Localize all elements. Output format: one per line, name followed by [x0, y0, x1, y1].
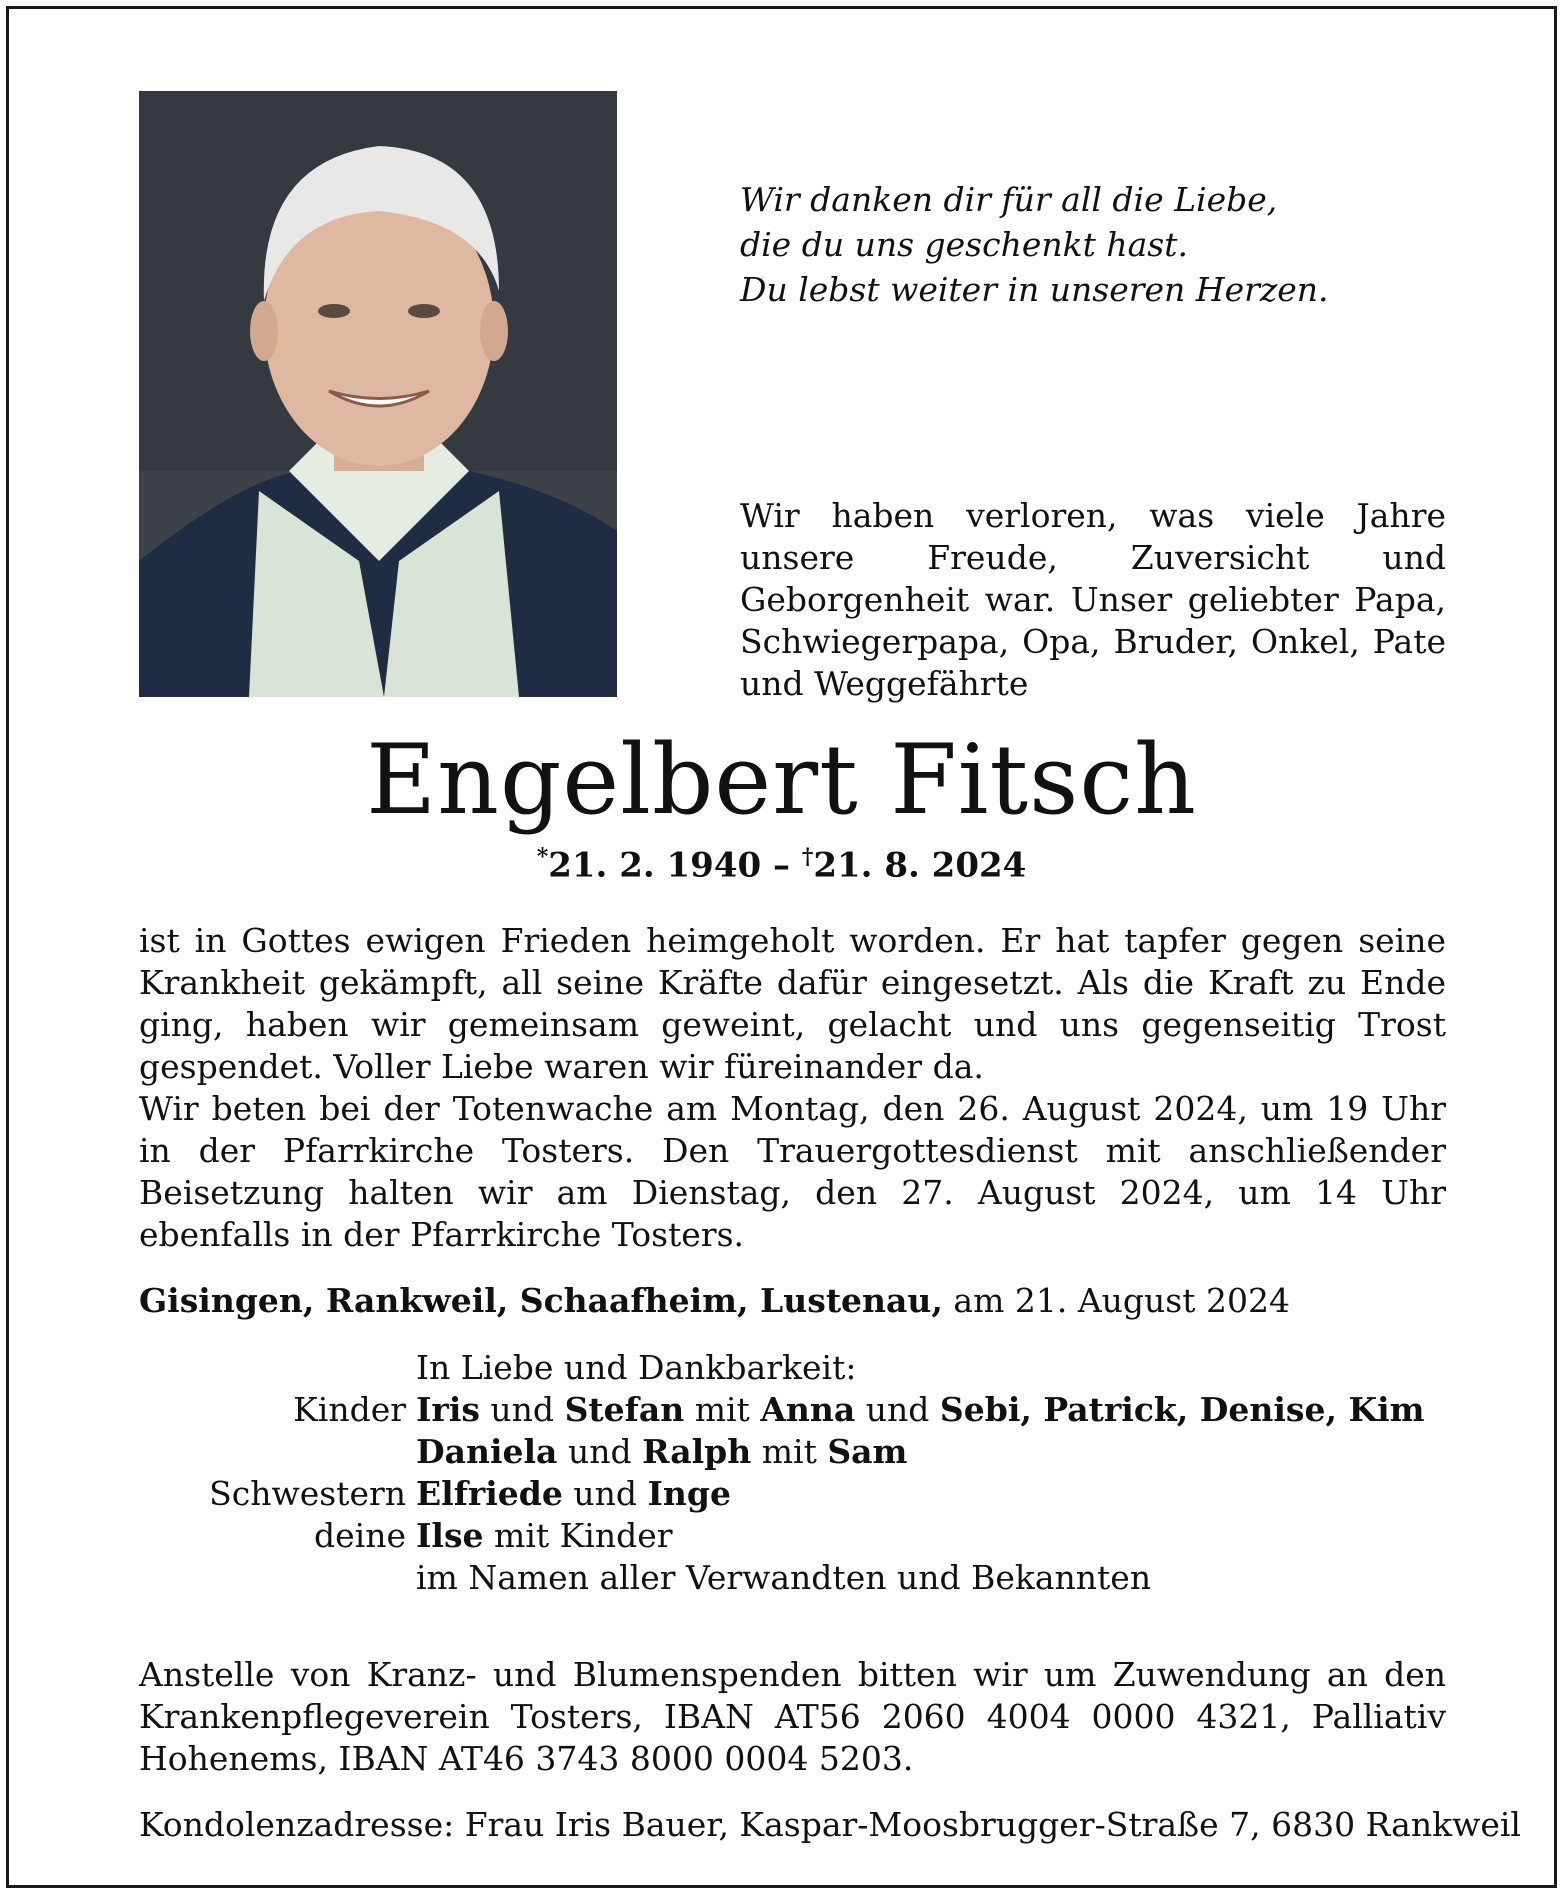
portrait-illustration: [139, 91, 617, 697]
obituary-body: [139, 920, 1446, 1256]
place-towns: Gisingen, Rankweil, Schaafheim, Lustenau,: [139, 1281, 943, 1320]
body-paragraph-2: Wir beten bei der Totenwache am Montag, den 26. August 2024, um 19 Uhr in der Pfarrkirche Tosters. Den Trauergottesdienst mit anschließender Beisetzung halten wir am Dienstag, den 27. August 2024, um 14 Uhr ebenfalls in der Pfarrkirche Tosters.: [139, 1089, 1446, 1254]
place-date: am 21. August 2024: [942, 1281, 1290, 1320]
birth-symbol: *: [536, 844, 549, 870]
kinder-names-line1: Iris und Stefan mit Anna und Sebi, Patrick, Denise, Kim: [416, 1390, 1425, 1429]
schwestern-label: Schwestern: [209, 1474, 406, 1513]
memorial-poem: Wir danken dir für all die Liebe, die du uns geschenkt hast. Du lebst weiter in unseren Herzen.: [740, 180, 1329, 309]
condolence-address: Kondolenzadresse: Frau Iris Bauer, Kaspar-Moosbrugger-Straße 7, 6830 Rankweil: [139, 1805, 1521, 1844]
donation-notice: Anstelle von Kranz- und Blumenspenden bitten wir um Zuwendung an den Krankenpflegeverein Tosters, IBAN AT56 2060 4004 0000 4321, Palliativ Hohenems, IBAN AT46 3743 8000 0004 5203.: [139, 1655, 1446, 1778]
family-heading-row: [139, 1347, 1446, 1389]
place-and-date: [139, 1281, 1290, 1320]
life-dates: [9, 844, 1554, 885]
family-row-deine: [139, 1515, 1446, 1557]
family-row-kinder: [139, 1389, 1446, 1431]
deceased-name: Engelbert Fitsch: [366, 724, 1197, 836]
intro-paragraph: Wir haben verloren, was viele Jahre unsere Freude, Zuversicht und Geborgenheit war. Unser geliebter Papa, Schwiegerpapa, Opa, Bruder, Onkel, Pate und Weggefährte: [740, 496, 1446, 703]
family-closing: im Namen aller Verwandten und Bekannten: [416, 1558, 1152, 1597]
date-separator: –: [761, 845, 802, 886]
family-row-schwestern: [139, 1473, 1446, 1515]
portrait-photo: [139, 91, 617, 697]
deine-label: deine: [314, 1516, 406, 1555]
body-paragraph-1: ist in Gottes ewigen Frieden heimgeholt worden. Er hat tapfer gegen seine Krankheit gekämpft, all seine Kräfte dafür eingesetzt. Als die Kraft zu Ende ging, haben wir gemeinsam geweint, gelacht und uns gegenseitig Trost gespendet. Voller Liebe waren wir füreinander da.: [139, 921, 1446, 1086]
family-heading: In Liebe und Dankbarkeit:: [416, 1348, 857, 1387]
deine-names: Ilse mit Kinder: [416, 1516, 673, 1555]
death-date: 21. 8. 2024: [813, 845, 1027, 886]
birth-date: 21. 2. 1940: [548, 845, 762, 886]
death-symbol: †: [801, 844, 814, 870]
family-closing-row: [139, 1557, 1446, 1599]
family-row-kinder-2: [139, 1431, 1446, 1473]
kinder-label: Kinder: [293, 1390, 406, 1429]
schwestern-names: Elfriede und Inge: [416, 1474, 731, 1513]
kinder-names-line2: Daniela und Ralph mit Sam: [416, 1432, 908, 1471]
family-list: [139, 1347, 1446, 1599]
obituary-frame: [6, 6, 1557, 1888]
